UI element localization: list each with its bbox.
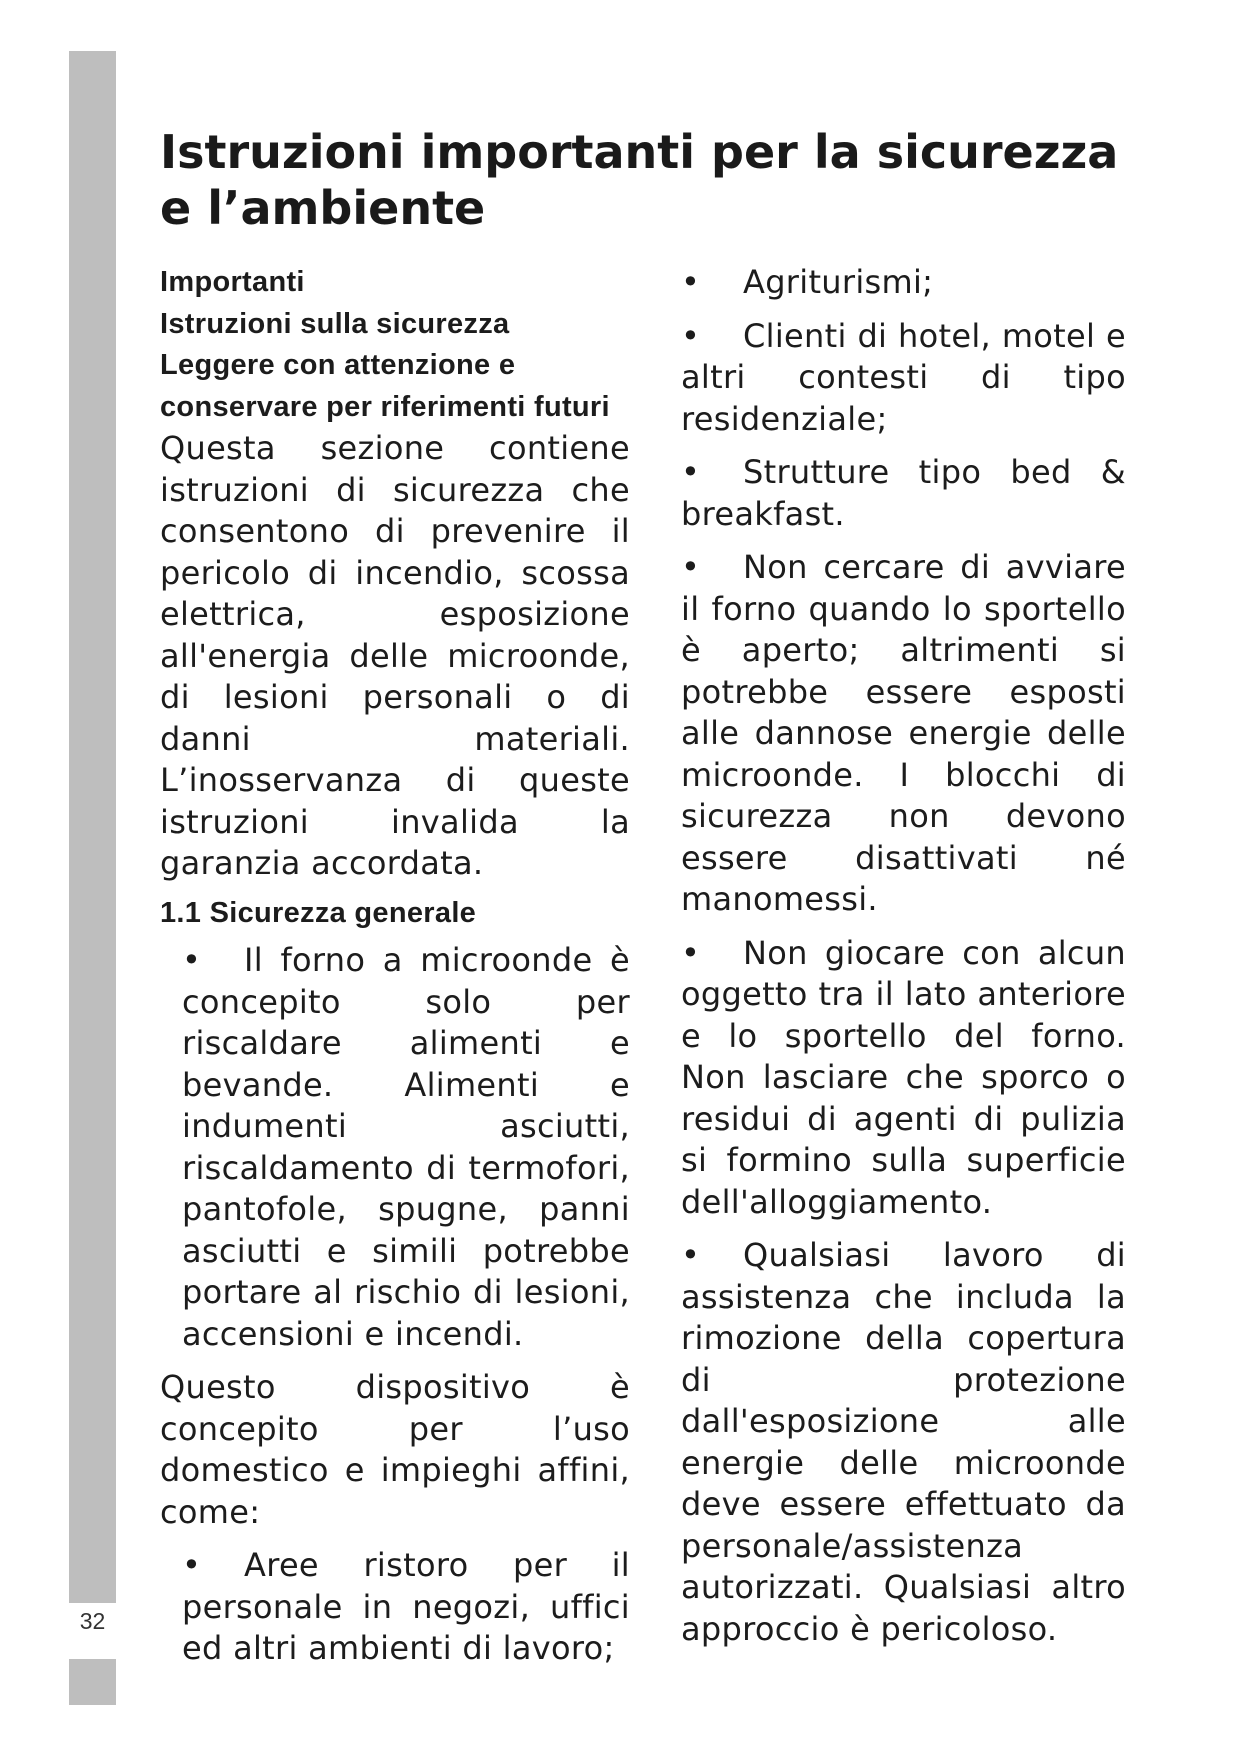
- bullet-dot-icon: •: [681, 933, 701, 972]
- list-item: [681, 262, 1126, 304]
- list-item-text: Non giocare con alcun oggetto tra il lato anteriore e lo sportello del forno. Non lasciare che sporco o residui di agenti di pulizia si formino sulla superficie dell'alloggiamento.: [681, 933, 1126, 1221]
- page-number: 32: [79, 1608, 106, 1634]
- right-column: [681, 262, 1126, 1662]
- list-item: [160, 1545, 630, 1670]
- intro-heading-important: Importanti: [160, 266, 305, 298]
- list-item-text: Qualsiasi lavoro di assistenza che includa la rimozione della copertura di protezione dall'esposizione alle energie delle microonde deve essere effettuato da personale/assistenza autorizzati. Qualsiasi altro approccio è pericoloso.: [681, 1236, 1126, 1648]
- list-item: [681, 1235, 1126, 1650]
- bullet-dot-icon: •: [182, 1546, 202, 1584]
- bullet-dot-icon: •: [182, 941, 202, 979]
- list-item: [681, 547, 1126, 921]
- intro-heading-safety: Istruzioni sulla sicurezza: [160, 307, 510, 340]
- left-column: [160, 262, 630, 1682]
- section-heading: 1.1 Sicurezza generale: [160, 896, 477, 929]
- page-side-bar: [69, 51, 116, 1603]
- intro-paragraph: Questa sezione contiene istruzioni di sicurezza che consentono di prevenire il pericolo di incendio, scossa elettrica, esposizione all'energia delle microonde, di lesioni personali o di danni materiali. L’inosservanza di queste istruzioni invalida la garanzia accordata.: [160, 429, 630, 882]
- bullet-dot-icon: •: [681, 316, 701, 355]
- list-item-text: Non cercare di avviare il forno quando lo sportello è aperto; altrimenti si potrebbe essere esposti alle dannose energie delle microonde. I blocchi di sicurezza non devono essere disattivati né manomessi.: [681, 548, 1126, 918]
- list-item: [681, 933, 1126, 1224]
- intro-heading-read-carefully: Leggere con attenzione e conservare per riferimenti futuri: [160, 349, 610, 423]
- list-item-text: Agriturismi;: [743, 263, 934, 301]
- bullet-dot-icon: •: [681, 548, 701, 586]
- bullet-dot-icon: •: [681, 263, 701, 301]
- list-item: [681, 316, 1126, 441]
- bullet-dot-icon: •: [681, 453, 701, 491]
- page-title: Istruzioni importanti per la sicurezza e l’ambiente: [160, 125, 1119, 235]
- page-side-bar-footer: [69, 1659, 116, 1705]
- usage-paragraph: Questo dispositivo è concepito per l’uso domestico e impieghi affini, come:: [160, 1368, 630, 1531]
- list-item-text: Il forno a microonde è concepito solo per riscaldare alimenti e bevande. Alimenti e indumenti asciutti, riscaldamento di termofori, pantofole, spugne, panni asciutti e simili potrebbe portare al rischio di lesioni, accensioni e incendi.: [182, 941, 630, 1353]
- list-item: [681, 452, 1126, 535]
- list-item-text: Clienti di hotel, motel e altri contesti di tipo residenziale;: [681, 316, 1126, 438]
- bullet-dot-icon: •: [681, 1236, 701, 1274]
- list-item-text: Strutture tipo bed & breakfast.: [681, 453, 1126, 533]
- list-item-text: Aree ristoro per il personale in negozi, uffici ed altri ambienti di lavoro;: [182, 1546, 630, 1667]
- list-item: [160, 940, 630, 1355]
